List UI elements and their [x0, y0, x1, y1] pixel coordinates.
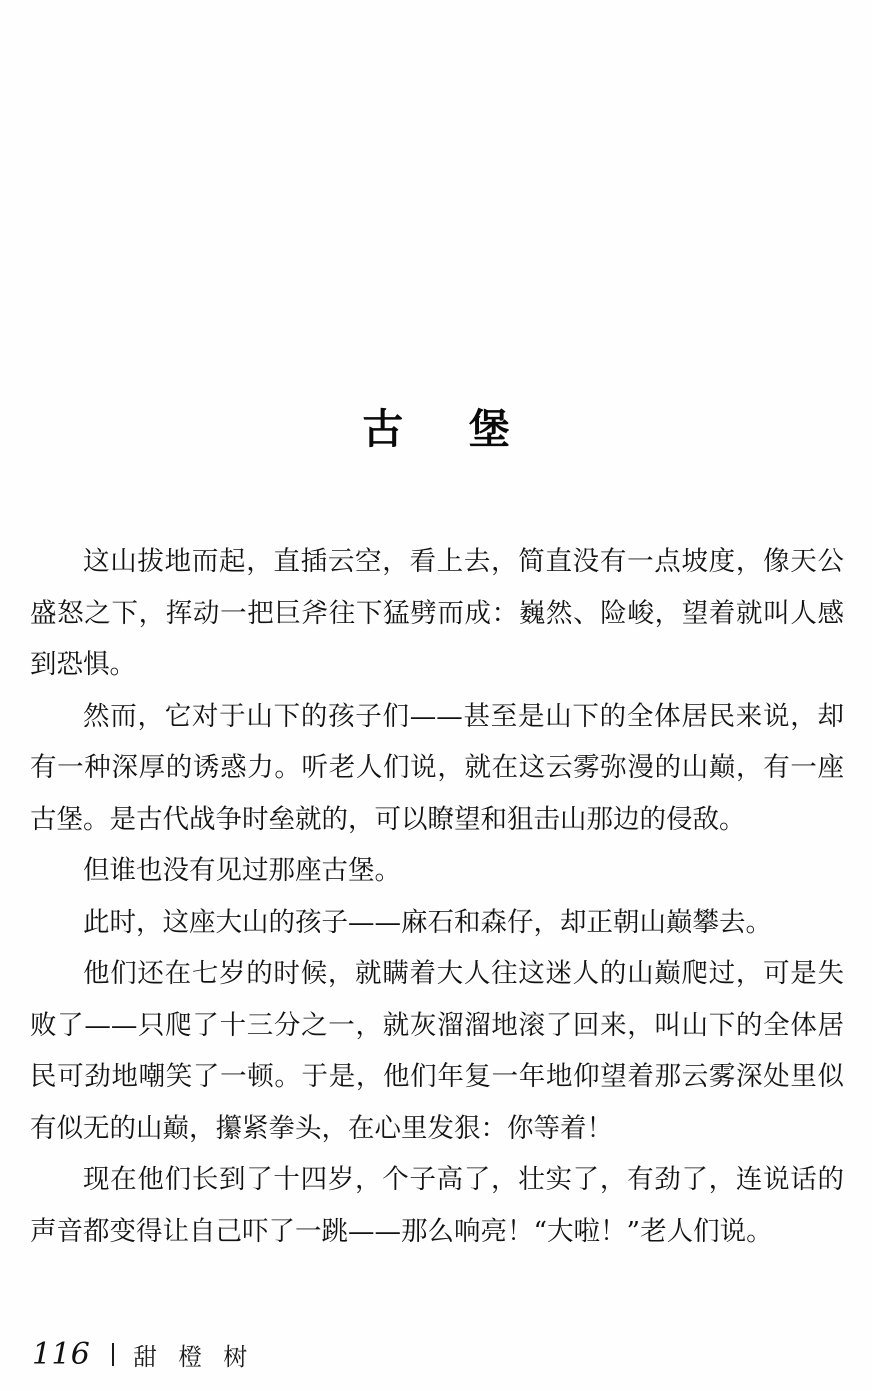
paragraph: 现在他们长到了十四岁，个子高了，壮实了，有劲了，连说话的声音都变得让自己吓了一跳——那么响亮！“大啦！”老人们说。	[30, 1164, 844, 1247]
paragraph: 这山拔地而起，直插云空，看上去，简直没有一点坡度，像天公盛怒之下，挥动一把巨斧往下猛劈而成：巍然、险峻，望着就叫人感到恐惧。	[30, 546, 844, 680]
book-title-footer: 甜 橙 树	[133, 1343, 255, 1371]
paragraph: 然而，它对于山下的孩子们——甚至是山下的全体居民来说，却有一种深厚的诱惑力。听老人们说，就在这云雾弥漫的山巅，有一座古堡。是古代战争时垒就的，可以瞭望和狙击山那边的侵敌。	[30, 700, 844, 835]
page-footer	[32, 1333, 255, 1375]
page-number: 116	[32, 1336, 91, 1372]
paragraph: 他们还在七岁的时候，就瞒着大人往这迷人的山巅爬过，可是失败了——只爬了十三分之一，就灰溜溜地滚了回来，叫山下的全体居民可劲地嘲笑了一顿。于是，他们年复一年地仰望着那云雾深处里似有似无的山巅，攥紧拳头，在心里发狠：你等着！	[30, 958, 844, 1144]
paragraph: 此时，这座大山的孩子——麻石和森仔，却正朝山巅攀去。	[83, 906, 772, 938]
footer-divider	[112, 1343, 114, 1366]
page-title: 古 堡	[362, 406, 523, 453]
body-text-block	[30, 536, 844, 1257]
paragraph: 但谁也没有见过那座古堡。	[83, 855, 401, 886]
